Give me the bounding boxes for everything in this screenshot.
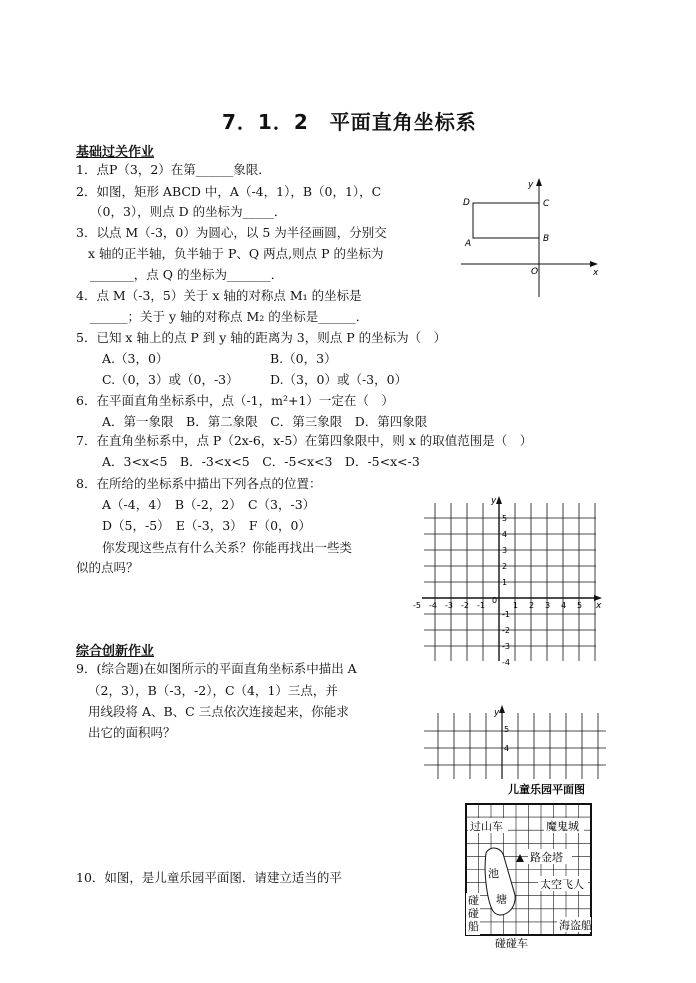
park-bumper-boat-2: 碰 (468, 907, 479, 920)
q8-stem: 8．在所给的坐标系中描出下列各点的位置： (76, 476, 322, 491)
grid9-tick-4: 4 (504, 744, 510, 753)
park-map-title: 儿童乐园平面图 (508, 783, 585, 796)
q10-stem: 10．如图，是儿童乐园平面图．请建立适当的平 (76, 870, 342, 885)
park-pirate-ship: 海盗船 (559, 919, 592, 932)
coordinate-grid-q9 (420, 705, 610, 980)
q8-points-row1: A（-4，4） B（-2，2） C（3，-3） (102, 497, 316, 512)
grid8-y-tick: 2 (502, 562, 508, 571)
park-space-ride: 太空飞人 (540, 878, 584, 891)
grid8-x-tick: 3 (545, 601, 551, 610)
q8-question-line2: 似的点吗？ (76, 560, 139, 575)
grid8-y-tick: 5 (502, 514, 508, 523)
grid8-x-tick: -5 (413, 601, 421, 610)
fig1-point-a: A (465, 239, 472, 249)
fig1-x-label: x (593, 268, 599, 278)
q9-line3: 用线段将 A、B、C 三点依次连接起来，你能求 (88, 704, 349, 719)
q2-line1: 2．如图，矩形 ABCD 中，A（-4，1），B（0，1），C (76, 184, 382, 199)
q5-option-c: C.（0，3）或（0，-3） (102, 372, 239, 387)
grid8-x-tick: 4 (561, 601, 567, 610)
grid8-x-label: x (596, 601, 602, 611)
section-innovation-heading: 综合创新作业 (76, 644, 155, 659)
grid8-x-tick: -3 (445, 601, 453, 610)
park-haunted-castle: 魔鬼城 (546, 820, 579, 833)
coordinate-grid-q8 (413, 495, 608, 667)
park-tower: 路金塔 (530, 851, 563, 864)
park-bumper-boat-3: 船 (468, 920, 479, 933)
q6-options: A．第一象限 B．第二象限 C．第三象限 D．第四象限 (102, 414, 428, 429)
q4-line2: ______；关于 y 轴的对称点 M₂ 的坐标是______． (90, 309, 369, 324)
grid8-y-tick: 1 (502, 578, 508, 587)
park-bumper-car: 碰碰车 (495, 937, 528, 950)
q5-option-d: D.（3，0）或（-3，0） (270, 372, 408, 387)
fig1-point-b: B (543, 234, 550, 244)
q6-stem: 6．在平面直角坐标系中，点（-1，m²+1）一定在（ ） (76, 393, 394, 408)
q3-line2: x 轴的正半轴，负半轴于 P、Q 两点,则点 P 的坐标为 (88, 246, 384, 261)
grid8-x-tick: -4 (429, 601, 437, 610)
grid8-y-tick: -2 (502, 626, 510, 635)
q8-question-line1: 你发现这些点有什么关系？你能再找出一些类 (102, 540, 353, 555)
grid8-x-tick: 5 (577, 601, 583, 610)
q4-line1: 4．点 M（-3，5）关于 x 轴的对称点 M₁ 的坐标是 (76, 288, 362, 303)
park-bumper-boat-1: 碰 (468, 894, 479, 907)
q5-option-b: B.（0，3） (270, 351, 337, 366)
page-title: 7．1．2 平面直角坐标系 (222, 110, 477, 134)
q9-line4: 出它的面积吗？ (88, 725, 176, 740)
q2-line2: （0，3），则点 D 的坐标为_____． (90, 204, 287, 219)
grid8-x-tick: -2 (461, 601, 469, 610)
q7-stem: 7．在直角坐标系中，点 P（2x-6，x-5）在第四象限中，则 x 的取值范围是（ ） (76, 433, 533, 448)
q3-line1: 3．以点 M（-3，0）为圆心，以 5 为半径画圆，分别交 (76, 225, 387, 240)
fig1-point-c: C (543, 199, 550, 209)
fig1-origin-label: O (531, 267, 539, 277)
grid9-tick-5: 5 (504, 725, 510, 734)
q1: 1．点P（3，2）在第______象限． (76, 162, 271, 177)
q9-line2: （2，3），B（-3，-2），C（4，1）三点，并 (88, 683, 338, 698)
q8-points-row2: D（5，-5） E（-3，3） F（0，0） (102, 518, 311, 533)
grid8-origin: 0 (492, 596, 498, 605)
fig1-y-label: y (528, 180, 534, 190)
fig1-point-d: D (463, 198, 470, 208)
rectangle-figure (455, 175, 605, 300)
grid8-x-tick: -1 (477, 601, 485, 610)
grid8-y-tick: -4 (502, 658, 510, 667)
park-pond-char1: 池 (488, 867, 499, 880)
grid8-y-tick: -1 (502, 610, 510, 619)
q5-option-a: A.（3，0） (102, 351, 169, 366)
grid8-y-tick: 4 (502, 530, 508, 539)
q3-line3: _______，点 Q 的坐标为_______． (90, 267, 284, 282)
grid8-x-tick: 1 (513, 601, 519, 610)
grid8-x-tick: 2 (529, 601, 535, 610)
grid9-y-label: y (494, 708, 500, 718)
grid8-y-tick: 3 (502, 546, 508, 555)
grid8-y-label: y (491, 496, 497, 506)
grid8-y-tick: -3 (502, 642, 510, 651)
q9-line1: 9．(综合题)在如图所示的平面直角坐标系中描出 A (76, 661, 357, 676)
q5-stem: 5．已知 x 轴上的点 P 到 y 轴的距离为 3，则点 P 的坐标为（ ） (76, 330, 447, 345)
park-pond-char2: 塘 (496, 893, 507, 906)
section-basic-heading: 基础过关作业 (76, 145, 155, 160)
q7-options: A．3<x<5 B．-3<x<5 C．-5<x<3 D．-5<x<-3 (102, 454, 420, 469)
park-roller-coaster: 过山车 (470, 820, 503, 833)
